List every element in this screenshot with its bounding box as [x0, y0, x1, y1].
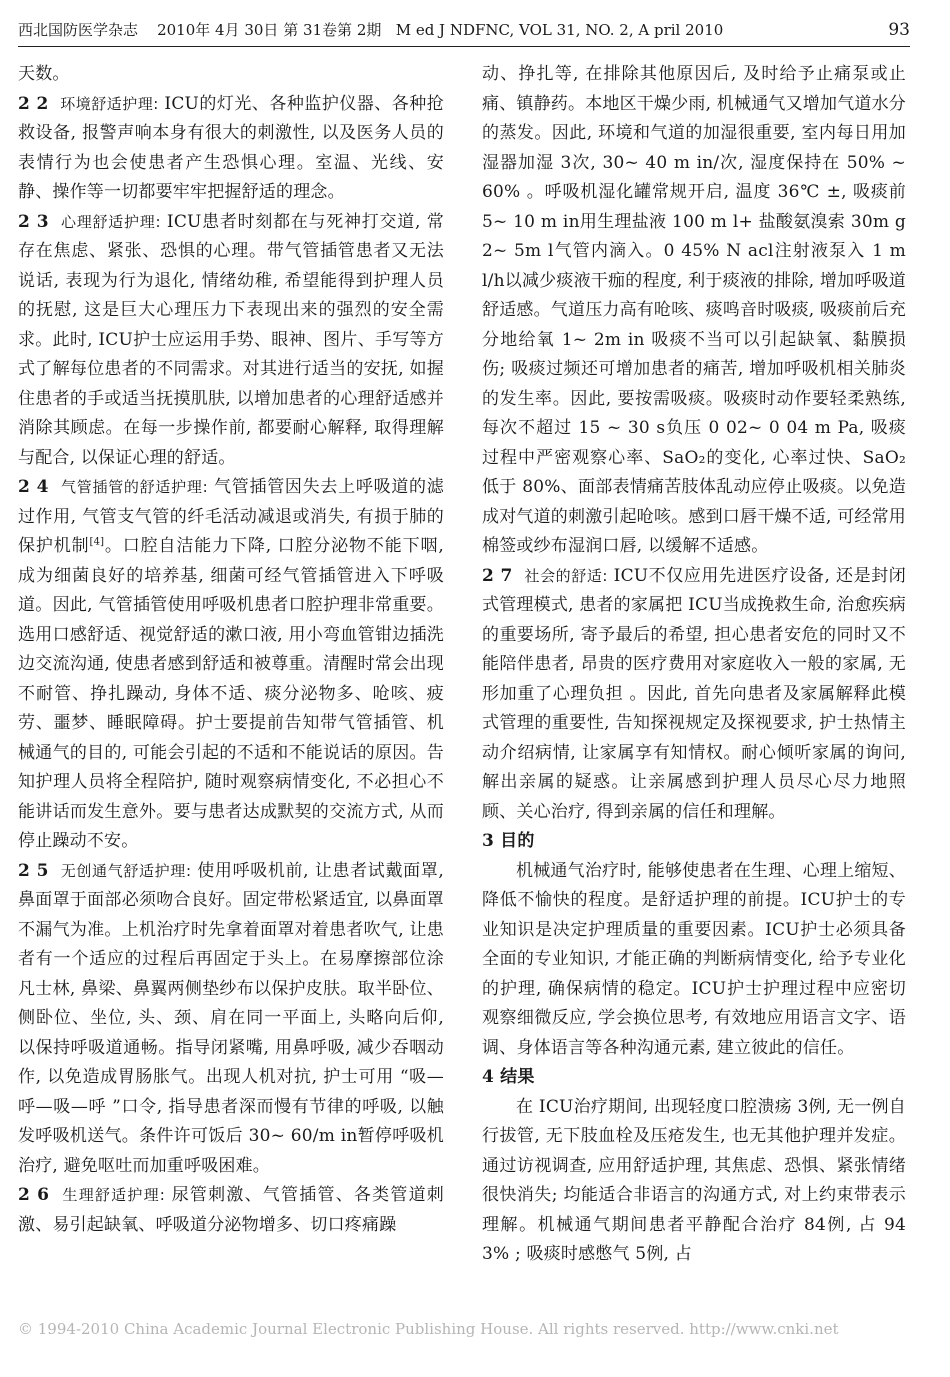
section-body-cont: 。口腔自洁能力下降, 口腔分泌物不能下咽, 成为细菌良好的培养基, 细菌可经气管插管进入下呼吸道。因此, 气管插管使用呼吸机患者口腔护理非常重要。选用口感舒适、视觉舒适的漱口液, 用小弯血管钳边插洗边交流沟通, 使患者感到舒适和被尊重。清醒时常会出现不耐管、挣扎躁动, 身体不适、痰分泌物多、呛咳、疲劳、噩梦、睡眠障碍。护士要提前告知带气管插管、机械通气的目的, 可能会引起的不适和不能说话的原因。告知护理人员将全程陪护, 随时观察病情变化, 不必担心不能讲话而发生意外。要与患者达成默契的交流方式, 从而停止躁动不安。	[18, 536, 444, 851]
section-title: 气管插管的舒适护理:	[61, 478, 208, 496]
section-title: 环境舒适护理:	[60, 94, 159, 113]
issue-info: 2010年 4月 30日 第 31卷第 2期	[157, 21, 382, 39]
paragraph-continued: 天数。	[18, 64, 70, 84]
section-title: 生理舒适护理:	[62, 1186, 166, 1204]
section-body: ICU的灯光、各种监护仪器、各种抢救设备, 报警声响本身有很大的刺激性, 以及医务人员的表情行为也会使患者产生恐惧心理。室温、光线、安静、操作等一切都要牢牢把握舒适的理念。	[18, 93, 444, 202]
heading-4: 4 结果	[482, 1067, 535, 1087]
header-citation	[18, 16, 723, 44]
right-column	[482, 60, 906, 1270]
section-2-4	[18, 473, 444, 857]
running-header	[18, 16, 910, 44]
heading-3: 3 目的	[482, 831, 535, 851]
english-citation: M ed J NDFNC, VOL 31, NO. 2, A pril 2010	[395, 21, 724, 39]
section-number: 2 5	[18, 860, 49, 881]
section-2-6	[18, 1181, 444, 1240]
section-body: 尿管刺激、气管插管、各类管道刺激、易引起缺氧、呼吸道分泌物增多、切口疼痛躁	[18, 1185, 445, 1235]
section-body: 使用呼吸机前, 让患者试戴面罩, 鼻面罩于面部必须吻合良好。固定带松紧适宜, 以鼻面罩不漏气为准。上机治疗时先拿着面罩对着患者吹气, 让患者有一个适应的过程后再固定于头上。在易摩擦部位涂凡士林, 鼻梁、鼻翼两侧垫纱布以保护皮肤。取半卧位、侧卧位、坐位, 头、颈、肩在同一平面上, 头略向后仰, 以保持呼吸道通畅。指导闭紧嘴, 用鼻呼吸, 减少吞咽动作, 以免造成胃肠胀气。出现人机对抗, 护士可用 “吸—呼—吸—呼 ”口令, 指导患者深而慢有节律的呼吸, 以触发呼吸机送气。条件许可饭后 30~ 60/m in暂停呼吸机治疗, 避免呕吐而加重呼吸困难。	[18, 860, 444, 1176]
header-rule	[18, 46, 910, 47]
citation-ref: [4]	[89, 536, 105, 548]
section-body: ICU患者时刻都在与死神打交道, 常存在焦虑、紧张、恐惧的心理。带气管插管患者又无法说话, 表现为行为退化, 情绪幼稚, 希望能得到护理人员的抚慰, 这是巨大心理压力下表现出来的强烈的安全需求。此时, ICU护士应运用手势、眼神、图片、手写等方式了解每位患者的不同需求。对其进行适当的安抚, 如握住患者的手或适当抚摸肌肤, 以增加患者的心理舒适感并消除其顾虑。在每一步操作前, 都要耐心解释, 取得理解与配合, 以保证心理的舒适。	[18, 211, 444, 468]
section-number: 2 7	[482, 565, 513, 586]
paragraph-3: 机械通气治疗时, 能够使患者在生理、心理上缩短、降低不愉快的程度。是舒适护理的前提。ICU护士的专业知识是决定护理质量的重要因素。ICU护士必须具备全面的专业知识, 才能正确的判断病情变化, 给予专业化的护理, 确保病情的稳定。ICU护士护理过程中应密切观察细微反应, 学会换位思考, 有效地应用语言文字、语调、身体语言等各种沟通元素, 建立彼此的信任。	[482, 860, 906, 1058]
paragraph-4: 在 ICU治疗期间, 出现轻度口腔溃疡 3例, 无一例自行拔管, 无下肢血栓及压疮发生, 也无其他护理并发症。通过访视调查, 应用舒适护理, 其焦虑、恐惧、紧张情绪很快消失; 均能适合非语言的沟通方式, 对上约束带表示理解。机械通气期间患者平静配合治疗 84例, 占 94 3% ; 吸痰时感憋气 5例, 占	[482, 1096, 906, 1264]
section-number: 2 4	[18, 477, 49, 497]
section-body: 气管插管因失去上呼吸道的滤过作用, 气管支气管的纤毛活动减退或消失, 有损于肺的保护机制	[18, 477, 444, 556]
section-title: 无创通气舒适护理:	[60, 861, 192, 880]
section-2-7	[482, 562, 906, 828]
copyright-watermark: © 1994-2010 China Academic Journal Electronic Publishing House. All rights reserved. http://www.cnki.net	[18, 1320, 839, 1338]
section-2-2	[18, 90, 444, 208]
section-title: 社会的舒适:	[524, 566, 608, 585]
section-2-5	[18, 857, 444, 1182]
page-number: 93	[888, 20, 910, 40]
section-body: ICU不仅应用先进医疗设备, 还是封闭式管理模式, 患者的家属把 ICU当成挽救生命, 治愈疾病的重要场所, 寄予最后的希望, 担心患者安危的同时又不能陪伴患者, 昂贵的医疗费用对家庭收入一般的家属, 无形加重了心理负担 。因此, 首先向患者及家属解释此模式管理的重要性, 告知探视规定及探视要求, 护士热情主动介绍病情, 让家属享有知情权。耐心倾听家属的询问, 解出亲属的疑惑。让亲属感到护理人员尽心尽力地照顾、关心治疗, 得到亲属的信任和理解。	[482, 565, 906, 822]
section-number: 2 6	[18, 1185, 50, 1205]
left-column	[18, 60, 444, 1240]
paragraph-continued: 动、挣扎等, 在排除其他原因后, 及时给予止痛泵或止痛、镇静药。本地区干燥少雨, 机械通气又增加气道水分的蒸发。因此, 环境和气道的加湿很重要, 室内每日用加湿器加湿 3次, 30~ 40 m in/次, 湿度保持在 50% ~ 60% 。呼吸机湿化罐常规开启, 温度 36℃ ±, 吸痰前 5~ 10 m in用生理盐液 100 m l+ 盐酸氨溴索 30m g 2~ 5m l气管内滴入。0 45% N acl注射液泵入 1 m l/h以减少痰液干痂的程度, 利于痰液的排除, 增加呼吸道舒适感。气道压力高有呛咳、痰鸣音时吸痰, 吸痰前后充分地给氧 1~ 2m in 吸痰不当可以引起缺氧、黏膜损伤; 吸痰过频还可增加患者的痛苦, 增加呼吸机相关肺炎的发生率。因此, 要按需吸痰。吸痰时动作要轻柔熟练, 每次不超过 15 ~ 30 s负压 0 02~ 0 04 m Pa, 吸痰过程中严密观察心率、SaO₂的变化, 心率过快、SaO₂低于 80%、面部表情痛苦肢体乱动应停止吸痰。以免造成对气道的刺激引起呛咳。感到口唇干燥不适, 可经常用棉签或纱布湿润口唇, 以缓解不适感。	[482, 64, 907, 556]
section-title: 心理舒适护理:	[61, 212, 161, 231]
journal-name: 西北国防医学杂志	[18, 21, 139, 39]
section-number: 2 3	[18, 211, 49, 232]
section-number: 2 2	[18, 93, 49, 114]
section-2-3	[18, 208, 444, 474]
